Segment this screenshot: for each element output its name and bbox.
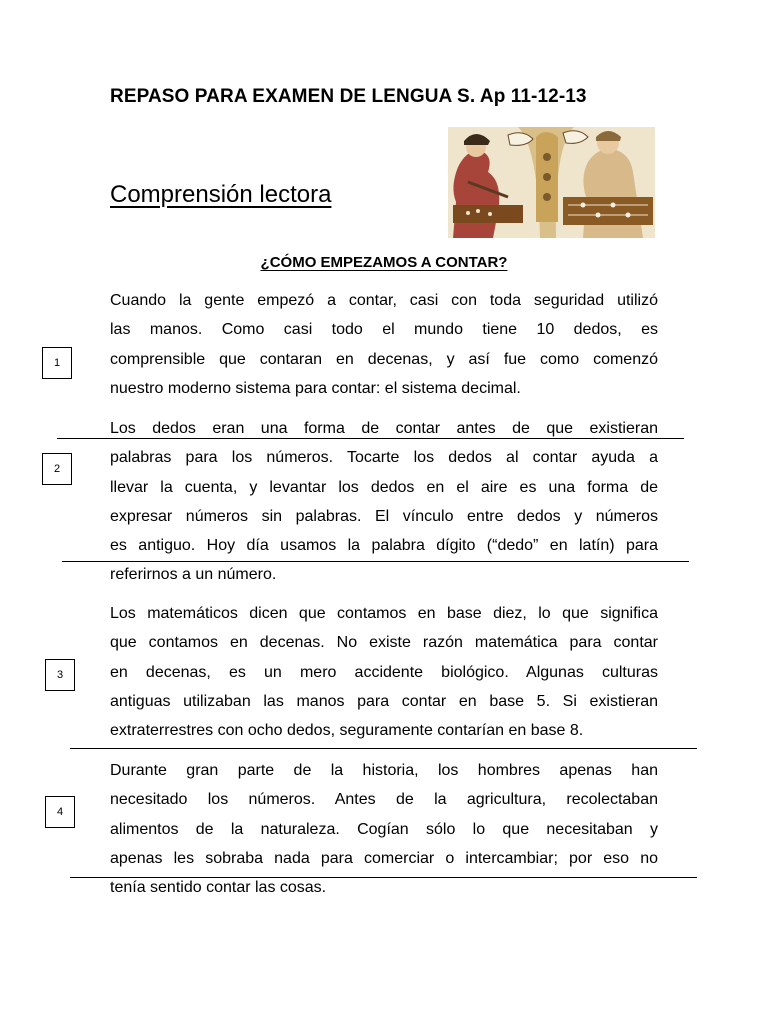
- paragraph-number-box: 4: [45, 796, 75, 828]
- paragraph-line: comprensible que contaran en decenas, y así fue como comenzó: [110, 350, 658, 368]
- paragraph-line: referirnos a un número.: [110, 566, 277, 584]
- paragraph-line: expresar números sin palabras. El vínculo entre dedos y números: [110, 507, 658, 525]
- paragraph-number-box: 3: [45, 659, 75, 691]
- paragraph-line: alimentos de la naturaleza. Cogían sólo lo que necesitaban y: [110, 820, 658, 838]
- paragraph-line: Los dedos eran una forma de contar antes de que existieran: [110, 420, 658, 437]
- paragraph-line: que contamos en decenas. No existe razón matemática para contar: [110, 634, 658, 652]
- reading-title: ¿CÓMO EMPEZAMOS A CONTAR?: [260, 254, 508, 271]
- paragraph-line: necesitado los números. Antes de la agricultura, recolectaban: [110, 791, 658, 809]
- paragraph-3: [110, 599, 658, 745]
- paragraph-line: palabras para los números. Tocarte los dedos al contar ayuda a: [110, 449, 658, 467]
- paragraph-line: tenía sentido contar las cosas.: [110, 879, 327, 897]
- paragraph-line: nuestro moderno sistema para contar: el sistema decimal.: [110, 379, 521, 397]
- divider-line: [62, 561, 689, 562]
- paragraph-line: llevar la cuenta, y levantar los dedos en el aire es una forma de: [110, 478, 658, 496]
- paragraph-line: es antiguo. Hoy día usamos la palabra dígito (“dedo” en latín) para: [110, 537, 658, 555]
- woodcut-reckoning-illustration: [448, 127, 655, 238]
- divider-line: [70, 877, 697, 878]
- paragraph-line: extraterrestres con ocho dedos, seguramente contarían en base 8.: [110, 722, 584, 740]
- paragraph-line: en decenas, es un mero accidente biológico. Algunas culturas: [110, 663, 658, 681]
- paragraph-1: [110, 286, 658, 403]
- page-title: REPASO PARA EXAMEN DE LENGUA S. Ap 11-12-13: [110, 86, 587, 107]
- paragraph-number-box: 1: [42, 347, 72, 379]
- paragraph-2: [110, 414, 658, 590]
- section-title: Comprensión lectora: [110, 181, 332, 208]
- paragraph-line: antiguas utilizaban las manos para contar en base 5. Si existieran: [110, 692, 658, 710]
- paragraph-4: [110, 756, 658, 902]
- paragraph-line: Cuando la gente empezó a contar, casi con toda seguridad utilizó: [110, 292, 658, 309]
- paragraph-line: Los matemáticos dicen que contamos en base diez, lo que significa: [110, 605, 658, 622]
- divider-line: [70, 748, 697, 749]
- paragraph-line: apenas les sobraba nada para comerciar o intercambiar; por eso no: [110, 849, 658, 867]
- paragraph-line: las manos. Como casi todo el mundo tiene 10 dedos, es: [110, 321, 658, 339]
- paragraph-line: Durante gran parte de la historia, los hombres apenas han: [110, 762, 658, 779]
- paragraph-number-box: 2: [42, 453, 72, 485]
